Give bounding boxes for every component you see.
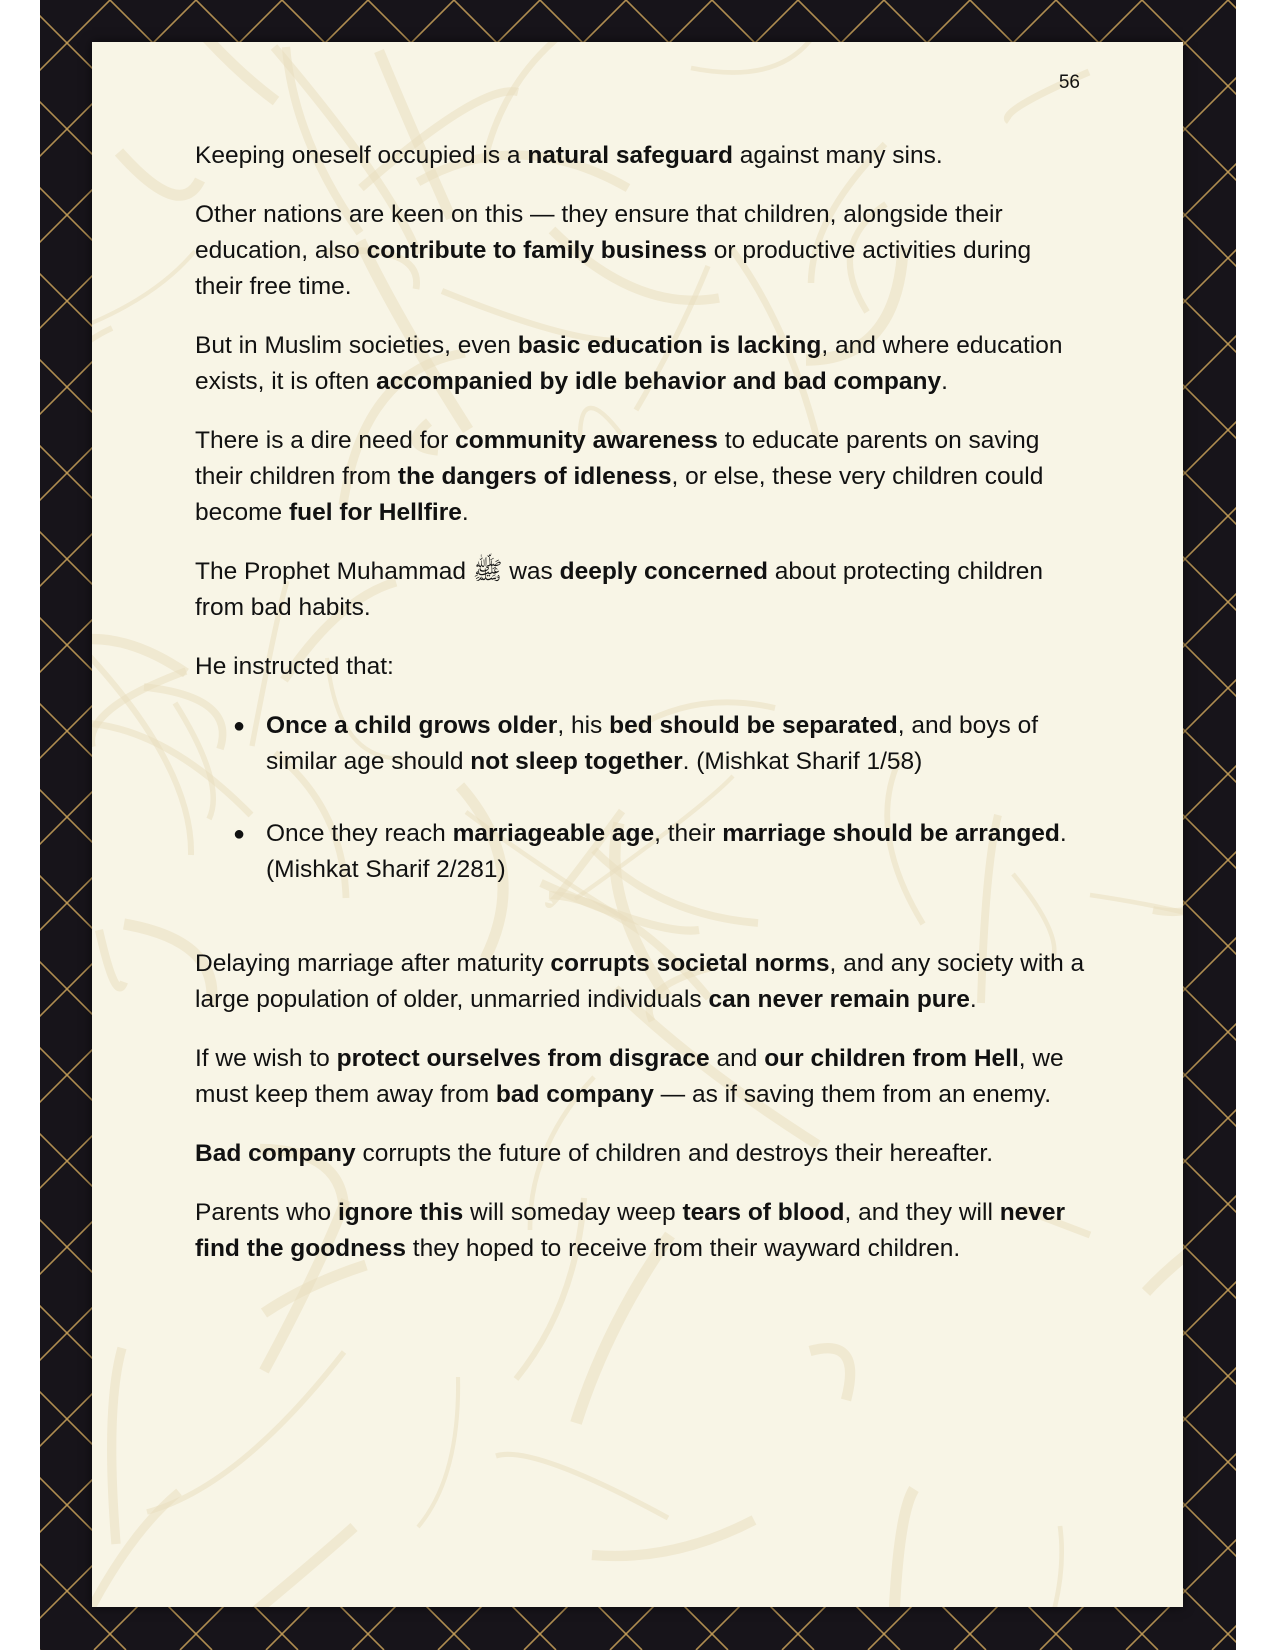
emphasis-text: not sleep together: [470, 748, 683, 775]
text-run: But in Muslim societies, even: [195, 332, 518, 359]
emphasis-text: can never remain pure: [708, 986, 970, 1013]
page-number: 56: [1058, 72, 1080, 93]
emphasis-text: protect ourselves from disgrace: [336, 1045, 710, 1072]
emphasis-text: community awareness: [455, 427, 718, 454]
bullet-icon: ●: [233, 715, 246, 737]
text-run: against many sins.: [732, 142, 943, 169]
text-run: — as if saving them from an enemy.: [653, 1081, 1052, 1108]
text-run: Other nations are keen on this — they ensure that children, alongside their education, also: [195, 201, 1003, 264]
emphasis-text: corrupts societal norms: [550, 950, 830, 977]
paragraph: [195, 649, 1085, 685]
text-run: , and boys of similar age should: [266, 712, 1039, 775]
paragraph: [195, 197, 1085, 305]
text-run: , and any society with a large population of older, unmarried individuals: [195, 950, 1085, 1013]
instruction-list: [195, 708, 1085, 888]
paragraph-group-conclusion: [195, 946, 1085, 1267]
body-text: [195, 138, 1085, 1290]
text-run: .: [941, 368, 948, 395]
emphasis-text: fuel for Hellfire: [288, 499, 462, 526]
paragraph: [195, 138, 1085, 174]
text-run: . (Mishkat Sharif 1/58): [682, 748, 923, 775]
emphasis-text: ignore this: [338, 1199, 464, 1226]
emphasis-text: our children from Hell: [764, 1045, 1019, 1072]
emphasis-text: bed should be separated: [609, 712, 898, 739]
text-run: Parents who: [195, 1199, 338, 1226]
emphasis-text: deeply concerned: [559, 558, 768, 585]
emphasis-text: Bad company: [195, 1140, 356, 1167]
emphasis-text: Once a child grows older: [266, 712, 558, 739]
paragraph: [195, 554, 1085, 626]
bullet-icon: ●: [233, 823, 246, 845]
text-run: , and where education exists, it is often: [195, 332, 1063, 395]
text-run: Delaying marriage after maturity: [195, 950, 551, 977]
text-run: and: [709, 1045, 765, 1072]
text-run: , his: [557, 712, 610, 739]
emphasis-text: bad company: [495, 1081, 654, 1108]
paragraph: [195, 328, 1085, 400]
text-run: .: [461, 499, 469, 526]
emphasis-text: natural safeguard: [527, 142, 733, 169]
text-run: will someday weep: [463, 1199, 683, 1226]
emphasis-text: accompanied by idle behavior and bad company: [376, 368, 942, 395]
text-run: corrupts the future of children and destroys their hereafter.: [355, 1140, 994, 1167]
text-run: Once they reach: [266, 820, 453, 847]
text-run: The Prophet Muhammad ﷺ was: [195, 558, 560, 585]
emphasis-text: tears of blood: [682, 1199, 845, 1226]
list-item: [195, 708, 1085, 780]
paragraph: [195, 1195, 1085, 1267]
page-margin: [0, 0, 40, 1650]
text-run: or productive activities during their free time.: [195, 237, 1032, 300]
emphasis-text: contribute to family business: [366, 237, 707, 264]
text-run: , we must keep them away from: [195, 1045, 1064, 1108]
paragraph: [195, 1041, 1085, 1113]
paragraph: [195, 1136, 1085, 1172]
paragraph: [195, 423, 1085, 531]
paragraph: [195, 946, 1085, 1018]
text-run: He instructed that:: [195, 653, 394, 680]
text-run: There is a dire need for: [195, 427, 456, 454]
emphasis-text: the dangers of idleness: [397, 463, 672, 490]
text-run: , or else, these very children could become: [195, 463, 1044, 526]
text-run: , their: [654, 820, 723, 847]
text-run: they hoped to receive from their wayward children.: [405, 1235, 961, 1262]
list-item: [195, 816, 1085, 888]
text-run: , and they will: [844, 1199, 1000, 1226]
text-run: .: [969, 986, 977, 1013]
text-run: . (Mishkat Sharif 2/281): [266, 820, 1067, 883]
emphasis-text: never find the goodness: [195, 1199, 1066, 1262]
text-run: If we wish to: [195, 1045, 337, 1072]
text-run: about protecting children from bad habits.: [195, 558, 1044, 621]
emphasis-text: marriageable age: [452, 820, 655, 847]
text-run: to educate parents on saving their children from: [195, 427, 1040, 490]
paragraph-group-intro: [195, 138, 1085, 685]
text-run: Keeping oneself occupied is a: [195, 142, 528, 169]
emphasis-text: basic education is lacking: [517, 332, 822, 359]
emphasis-text: marriage should be arranged: [722, 820, 1060, 847]
